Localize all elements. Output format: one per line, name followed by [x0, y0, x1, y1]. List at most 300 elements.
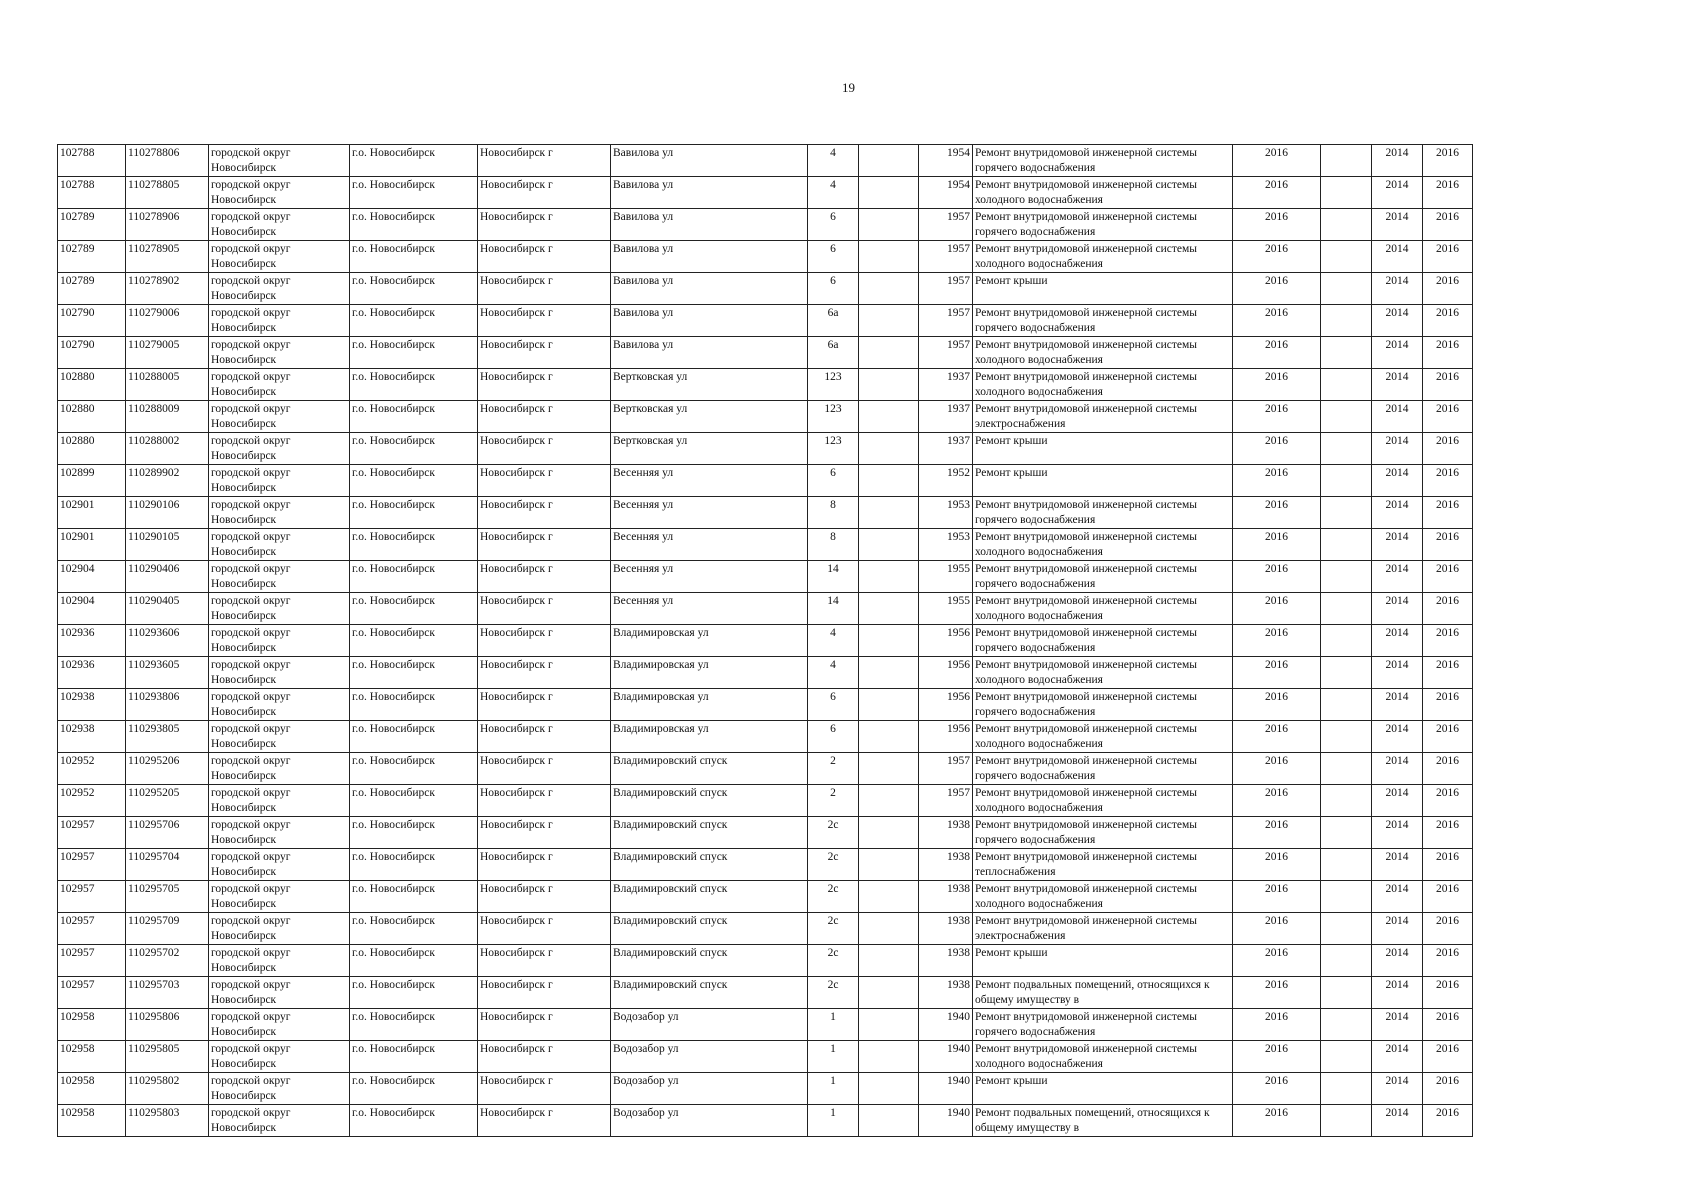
cell-street — [611, 529, 808, 561]
cell-municipality-text: городской округ Новосибирск — [211, 307, 291, 334]
cell-period-start-text: 2014 — [1385, 339, 1409, 351]
table-row — [58, 977, 1473, 1009]
cell-work-type — [973, 817, 1233, 849]
cell-empty — [1321, 657, 1372, 689]
cell-period-end-text: 2016 — [1436, 819, 1459, 831]
cell-empty — [1321, 177, 1372, 209]
cell-house-id — [58, 817, 126, 849]
cell-municipality-text: городской округ Новосибирск — [211, 947, 291, 974]
cell-municipality-text: городской округ Новосибирск — [211, 339, 291, 366]
cell-empty — [1321, 465, 1372, 497]
cell-plan-year-text: 2016 — [1265, 307, 1288, 319]
cell-settlement-text: г.о. Новосибирск — [352, 275, 435, 287]
cell-empty — [859, 1073, 919, 1105]
cell-house-id-text: 102957 — [60, 947, 95, 959]
table-row — [58, 849, 1473, 881]
cell-work-code — [126, 593, 209, 625]
cell-build-year-text: 1940 — [947, 1011, 970, 1023]
cell-build-year-text: 1955 — [947, 563, 970, 575]
cell-house-id — [58, 369, 126, 401]
cell-street — [611, 433, 808, 465]
cell-street — [611, 209, 808, 241]
cell-empty — [859, 433, 919, 465]
cell-plan-year — [1233, 753, 1321, 785]
cell-build-year-text: 1956 — [947, 691, 970, 703]
cell-house-id — [58, 561, 126, 593]
cell-house-number — [808, 817, 859, 849]
cell-city-text: Новосибирск г — [480, 147, 553, 159]
cell-plan-year-text: 2016 — [1265, 275, 1288, 287]
repair-registry-table — [57, 144, 1473, 1137]
cell-settlement-text: г.о. Новосибирск — [352, 179, 435, 191]
cell-settlement-text: г.о. Новосибирск — [352, 371, 435, 383]
cell-work-type-text: Ремонт внутридомовой инженерной системы горячего водоснабжения — [975, 755, 1198, 782]
cell-empty — [1321, 273, 1372, 305]
cell-work-type-text: Ремонт внутридомовой инженерной системы горячего водоснабжения — [975, 1011, 1198, 1038]
cell-build-year-text: 1954 — [947, 179, 970, 191]
cell-empty — [859, 465, 919, 497]
cell-plan-year — [1233, 881, 1321, 913]
cell-house-id-text: 102958 — [60, 1043, 95, 1055]
cell-empty — [859, 401, 919, 433]
cell-plan-year-text: 2016 — [1265, 531, 1288, 543]
table-row — [58, 561, 1473, 593]
table-row — [58, 273, 1473, 305]
table-row — [58, 721, 1473, 753]
cell-city-text: Новосибирск г — [480, 819, 553, 831]
cell-period-start — [1372, 369, 1423, 401]
cell-period-end-text: 2016 — [1436, 755, 1459, 767]
cell-municipality-text: городской округ Новосибирск — [211, 723, 291, 750]
cell-period-start — [1372, 241, 1423, 273]
cell-house-number — [808, 465, 859, 497]
cell-street-text: Владимировский спуск — [613, 787, 728, 799]
cell-street-text: Владимировский спуск — [613, 883, 728, 895]
cell-period-end — [1423, 593, 1473, 625]
cell-plan-year — [1233, 529, 1321, 561]
cell-house-id-text: 102957 — [60, 979, 95, 991]
cell-empty — [859, 977, 919, 1009]
cell-period-end-text: 2016 — [1436, 243, 1459, 255]
cell-municipality-text: городской округ Новосибирск — [211, 275, 291, 302]
cell-work-code — [126, 1073, 209, 1105]
cell-build-year-text: 1940 — [947, 1075, 970, 1087]
cell-city-text: Новосибирск г — [480, 403, 553, 415]
cell-house-id — [58, 273, 126, 305]
cell-municipality — [209, 721, 350, 753]
cell-period-end — [1423, 529, 1473, 561]
cell-empty — [859, 369, 919, 401]
cell-period-end-text: 2016 — [1436, 371, 1459, 383]
cell-municipality-text: городской округ Новосибирск — [211, 979, 291, 1006]
cell-house-number-text: 2с — [827, 947, 839, 959]
cell-municipality — [209, 369, 350, 401]
cell-work-type — [973, 1105, 1233, 1137]
cell-street-text: Вавилова ул — [613, 307, 674, 319]
cell-period-start — [1372, 881, 1423, 913]
cell-empty — [1321, 241, 1372, 273]
cell-settlement-text: г.о. Новосибирск — [352, 1107, 435, 1119]
cell-house-id — [58, 945, 126, 977]
cell-settlement-text: г.о. Новосибирск — [352, 499, 435, 511]
cell-plan-year — [1233, 465, 1321, 497]
cell-work-type-text: Ремонт внутридомовой инженерной системы горячего водоснабжения — [975, 147, 1198, 174]
cell-work-code — [126, 337, 209, 369]
cell-street-text: Вавилова ул — [613, 243, 674, 255]
cell-municipality — [209, 1073, 350, 1105]
cell-house-number-text: 2с — [827, 883, 839, 895]
cell-build-year — [919, 657, 973, 689]
cell-street — [611, 945, 808, 977]
cell-plan-year-text: 2016 — [1265, 1011, 1288, 1023]
cell-work-type — [973, 753, 1233, 785]
cell-city — [478, 689, 611, 721]
cell-city-text: Новосибирск г — [480, 307, 553, 319]
cell-house-number-text: 6 — [830, 691, 836, 703]
cell-city — [478, 1041, 611, 1073]
cell-plan-year-text: 2016 — [1265, 371, 1288, 383]
cell-work-code — [126, 1105, 209, 1137]
table-row — [58, 785, 1473, 817]
cell-empty — [859, 561, 919, 593]
cell-period-end-text: 2016 — [1436, 883, 1459, 895]
cell-municipality-text: городской округ Новосибирск — [211, 243, 291, 270]
cell-period-end — [1423, 1041, 1473, 1073]
cell-work-code-text: 110290405 — [128, 595, 180, 607]
cell-city — [478, 1105, 611, 1137]
cell-work-code-text: 110278906 — [128, 211, 180, 223]
cell-work-code — [126, 721, 209, 753]
cell-settlement-text: г.о. Новосибирск — [352, 563, 435, 575]
cell-house-id-text: 102938 — [60, 691, 95, 703]
cell-city — [478, 1009, 611, 1041]
cell-city — [478, 753, 611, 785]
cell-work-code — [126, 465, 209, 497]
cell-street — [611, 1041, 808, 1073]
cell-work-code-text: 110278805 — [128, 179, 180, 191]
cell-period-start-text: 2014 — [1385, 403, 1409, 415]
cell-period-start — [1372, 1009, 1423, 1041]
cell-period-end-text: 2016 — [1436, 211, 1459, 223]
cell-empty — [1321, 401, 1372, 433]
cell-work-code — [126, 561, 209, 593]
cell-period-end — [1423, 209, 1473, 241]
cell-house-id-text: 102904 — [60, 563, 95, 575]
cell-municipality-text: городской округ Новосибирск — [211, 371, 291, 398]
cell-municipality — [209, 433, 350, 465]
cell-municipality — [209, 689, 350, 721]
cell-municipality-text: городской округ Новосибирск — [211, 211, 291, 238]
cell-city-text: Новосибирск г — [480, 179, 553, 191]
cell-work-type-text: Ремонт внутридомовой инженерной системы горячего водоснабжения — [975, 499, 1198, 526]
cell-street — [611, 721, 808, 753]
cell-plan-year-text: 2016 — [1265, 627, 1288, 639]
cell-work-code-text: 110279006 — [128, 307, 180, 319]
cell-settlement-text: г.о. Новосибирск — [352, 467, 435, 479]
cell-empty — [859, 209, 919, 241]
cell-street — [611, 1105, 808, 1137]
table-row — [58, 433, 1473, 465]
cell-build-year — [919, 1073, 973, 1105]
cell-municipality-text: городской округ Новосибирск — [211, 819, 291, 846]
cell-house-number-text: 123 — [824, 403, 842, 415]
cell-house-number-text: 4 — [830, 627, 836, 639]
cell-period-start-text: 2014 — [1385, 1011, 1409, 1023]
cell-period-start — [1372, 337, 1423, 369]
cell-city-text: Новосибирск г — [480, 531, 553, 543]
cell-build-year-text: 1940 — [947, 1043, 970, 1055]
table-row — [58, 529, 1473, 561]
cell-house-id — [58, 913, 126, 945]
cell-build-year — [919, 721, 973, 753]
cell-municipality — [209, 625, 350, 657]
cell-settlement-text: г.о. Новосибирск — [352, 595, 435, 607]
cell-house-id — [58, 433, 126, 465]
cell-street — [611, 785, 808, 817]
cell-municipality-text: городской округ Новосибирск — [211, 755, 291, 782]
cell-work-type-text: Ремонт крыши — [975, 1075, 1048, 1087]
cell-house-number-text: 2с — [827, 819, 839, 831]
cell-plan-year — [1233, 369, 1321, 401]
cell-settlement — [350, 561, 478, 593]
cell-empty — [859, 881, 919, 913]
cell-house-number-text: 8 — [830, 499, 836, 511]
cell-settlement — [350, 145, 478, 177]
cell-period-start-text: 2014 — [1385, 275, 1409, 287]
cell-build-year — [919, 625, 973, 657]
cell-city — [478, 817, 611, 849]
cell-house-id — [58, 1009, 126, 1041]
cell-plan-year-text: 2016 — [1265, 467, 1288, 479]
cell-empty — [859, 625, 919, 657]
cell-period-end — [1423, 241, 1473, 273]
cell-work-type — [973, 785, 1233, 817]
cell-work-type — [973, 945, 1233, 977]
cell-work-type — [973, 881, 1233, 913]
cell-period-end — [1423, 945, 1473, 977]
cell-period-end-text: 2016 — [1436, 1107, 1459, 1119]
cell-city-text: Новосибирск г — [480, 275, 553, 287]
cell-empty — [1321, 689, 1372, 721]
cell-city-text: Новосибирск г — [480, 787, 553, 799]
cell-house-id — [58, 529, 126, 561]
cell-work-code-text: 110293805 — [128, 723, 180, 735]
cell-period-start — [1372, 497, 1423, 529]
table-row — [58, 625, 1473, 657]
cell-settlement-text: г.о. Новосибирск — [352, 1043, 435, 1055]
table-row — [58, 177, 1473, 209]
cell-empty — [859, 849, 919, 881]
cell-plan-year — [1233, 913, 1321, 945]
cell-city-text: Новосибирск г — [480, 211, 553, 223]
page-number: 19 — [842, 80, 855, 95]
table-row — [58, 241, 1473, 273]
cell-period-end — [1423, 913, 1473, 945]
cell-settlement — [350, 305, 478, 337]
cell-work-code-text: 110278905 — [128, 243, 180, 255]
cell-plan-year — [1233, 337, 1321, 369]
cell-house-number-text: 2с — [827, 851, 839, 863]
cell-city-text: Новосибирск г — [480, 691, 553, 703]
cell-house-number — [808, 433, 859, 465]
cell-city-text: Новосибирск г — [480, 339, 553, 351]
cell-work-type-text: Ремонт внутридомовой инженерной системы холодного водоснабжения — [975, 339, 1198, 366]
cell-municipality-text: городской округ Новосибирск — [211, 435, 291, 462]
cell-build-year — [919, 209, 973, 241]
cell-empty — [859, 689, 919, 721]
cell-work-code-text: 110278902 — [128, 275, 180, 287]
cell-street — [611, 849, 808, 881]
cell-build-year — [919, 817, 973, 849]
cell-empty — [859, 913, 919, 945]
cell-house-number — [808, 273, 859, 305]
table-row — [58, 497, 1473, 529]
cell-build-year-text: 1952 — [947, 467, 970, 479]
cell-work-type-text: Ремонт внутридомовой инженерной системы электроснабжения — [975, 915, 1198, 942]
cell-period-end — [1423, 1073, 1473, 1105]
cell-street-text: Владимировская ул — [613, 659, 709, 671]
cell-empty — [859, 273, 919, 305]
cell-street — [611, 497, 808, 529]
cell-build-year-text: 1957 — [947, 339, 970, 351]
cell-plan-year — [1233, 689, 1321, 721]
cell-period-start-text: 2014 — [1385, 1107, 1409, 1119]
cell-work-type — [973, 1041, 1233, 1073]
cell-house-id — [58, 1041, 126, 1073]
cell-house-id-text: 102789 — [60, 211, 95, 223]
cell-house-number-text: 4 — [830, 659, 836, 671]
cell-settlement-text: г.о. Новосибирск — [352, 979, 435, 991]
cell-municipality-text: городской округ Новосибирск — [211, 851, 291, 878]
cell-period-end — [1423, 977, 1473, 1009]
cell-house-id — [58, 209, 126, 241]
cell-period-start-text: 2014 — [1385, 179, 1409, 191]
cell-build-year — [919, 913, 973, 945]
cell-plan-year-text: 2016 — [1265, 595, 1288, 607]
cell-city-text: Новосибирск г — [480, 499, 553, 511]
cell-plan-year — [1233, 657, 1321, 689]
cell-plan-year — [1233, 1041, 1321, 1073]
cell-house-id-text: 102789 — [60, 243, 95, 255]
cell-work-type-text: Ремонт внутридомовой инженерной системы холодного водоснабжения — [975, 243, 1198, 270]
cell-plan-year-text: 2016 — [1265, 147, 1288, 159]
cell-period-start-text: 2014 — [1385, 595, 1409, 607]
cell-build-year-text: 1938 — [947, 883, 970, 895]
cell-house-number-text: 4 — [830, 179, 836, 191]
cell-house-id — [58, 849, 126, 881]
cell-street-text: Владимировская ул — [613, 691, 709, 703]
cell-build-year — [919, 1105, 973, 1137]
cell-municipality-text: городской округ Новосибирск — [211, 531, 291, 558]
cell-work-type — [973, 433, 1233, 465]
cell-work-type — [973, 369, 1233, 401]
cell-plan-year-text: 2016 — [1265, 1075, 1288, 1087]
cell-work-code-text: 110295709 — [128, 915, 180, 927]
cell-period-end — [1423, 433, 1473, 465]
cell-settlement-text: г.о. Новосибирск — [352, 1075, 435, 1087]
cell-build-year — [919, 977, 973, 1009]
cell-house-number — [808, 625, 859, 657]
cell-plan-year — [1233, 433, 1321, 465]
cell-city-text: Новосибирск г — [480, 467, 553, 479]
cell-municipality — [209, 1041, 350, 1073]
cell-work-type — [973, 273, 1233, 305]
cell-street — [611, 657, 808, 689]
cell-house-number-text: 6 — [830, 275, 836, 287]
cell-house-id-text: 102958 — [60, 1075, 95, 1087]
cell-house-id — [58, 881, 126, 913]
cell-house-number-text: 2 — [830, 755, 836, 767]
cell-street — [611, 593, 808, 625]
cell-period-end — [1423, 849, 1473, 881]
cell-build-year-text: 1957 — [947, 211, 970, 223]
cell-street — [611, 369, 808, 401]
cell-work-code-text: 110295802 — [128, 1075, 180, 1087]
cell-empty — [1321, 1073, 1372, 1105]
registry-body — [58, 145, 1473, 1137]
cell-period-start — [1372, 785, 1423, 817]
cell-municipality-text: городской округ Новосибирск — [211, 627, 291, 654]
cell-settlement-text: г.о. Новосибирск — [352, 947, 435, 959]
cell-work-type-text: Ремонт внутридомовой инженерной системы горячего водоснабжения — [975, 563, 1198, 590]
cell-plan-year-text: 2016 — [1265, 851, 1288, 863]
cell-house-number-text: 123 — [824, 435, 842, 447]
cell-period-end — [1423, 145, 1473, 177]
cell-municipality — [209, 561, 350, 593]
cell-empty — [1321, 881, 1372, 913]
cell-build-year-text: 1957 — [947, 755, 970, 767]
cell-build-year — [919, 881, 973, 913]
cell-work-type-text: Ремонт внутридомовой инженерной системы холодного водоснабжения — [975, 179, 1198, 206]
cell-house-number — [808, 849, 859, 881]
cell-city — [478, 337, 611, 369]
cell-street — [611, 305, 808, 337]
cell-work-code — [126, 241, 209, 273]
cell-plan-year-text: 2016 — [1265, 819, 1288, 831]
cell-street-text: Вавилова ул — [613, 147, 674, 159]
cell-period-end-text: 2016 — [1436, 723, 1459, 735]
cell-period-start-text: 2014 — [1385, 915, 1409, 927]
cell-period-end-text: 2016 — [1436, 563, 1459, 575]
cell-municipality-text: городской округ Новосибирск — [211, 1043, 291, 1070]
cell-plan-year-text: 2016 — [1265, 179, 1288, 191]
cell-settlement — [350, 753, 478, 785]
cell-work-type-text: Ремонт внутридомовой инженерной системы горячего водоснабжения — [975, 819, 1198, 846]
cell-street-text: Весенняя ул — [613, 563, 674, 575]
cell-settlement — [350, 1009, 478, 1041]
cell-period-end — [1423, 337, 1473, 369]
cell-build-year-text: 1938 — [947, 979, 970, 991]
cell-plan-year-text: 2016 — [1265, 755, 1288, 767]
cell-period-start — [1372, 721, 1423, 753]
cell-period-start-text: 2014 — [1385, 723, 1409, 735]
cell-house-number — [808, 913, 859, 945]
cell-work-code-text: 110295705 — [128, 883, 180, 895]
cell-period-start — [1372, 817, 1423, 849]
cell-empty — [1321, 945, 1372, 977]
cell-period-end — [1423, 689, 1473, 721]
cell-period-start — [1372, 913, 1423, 945]
cell-plan-year-text: 2016 — [1265, 723, 1288, 735]
cell-settlement — [350, 337, 478, 369]
cell-period-end — [1423, 369, 1473, 401]
cell-house-number — [808, 689, 859, 721]
cell-build-year — [919, 689, 973, 721]
cell-work-type-text: Ремонт внутридомовой инженерной системы холодного водоснабжения — [975, 787, 1198, 814]
cell-settlement — [350, 1041, 478, 1073]
cell-city — [478, 593, 611, 625]
cell-empty — [859, 785, 919, 817]
